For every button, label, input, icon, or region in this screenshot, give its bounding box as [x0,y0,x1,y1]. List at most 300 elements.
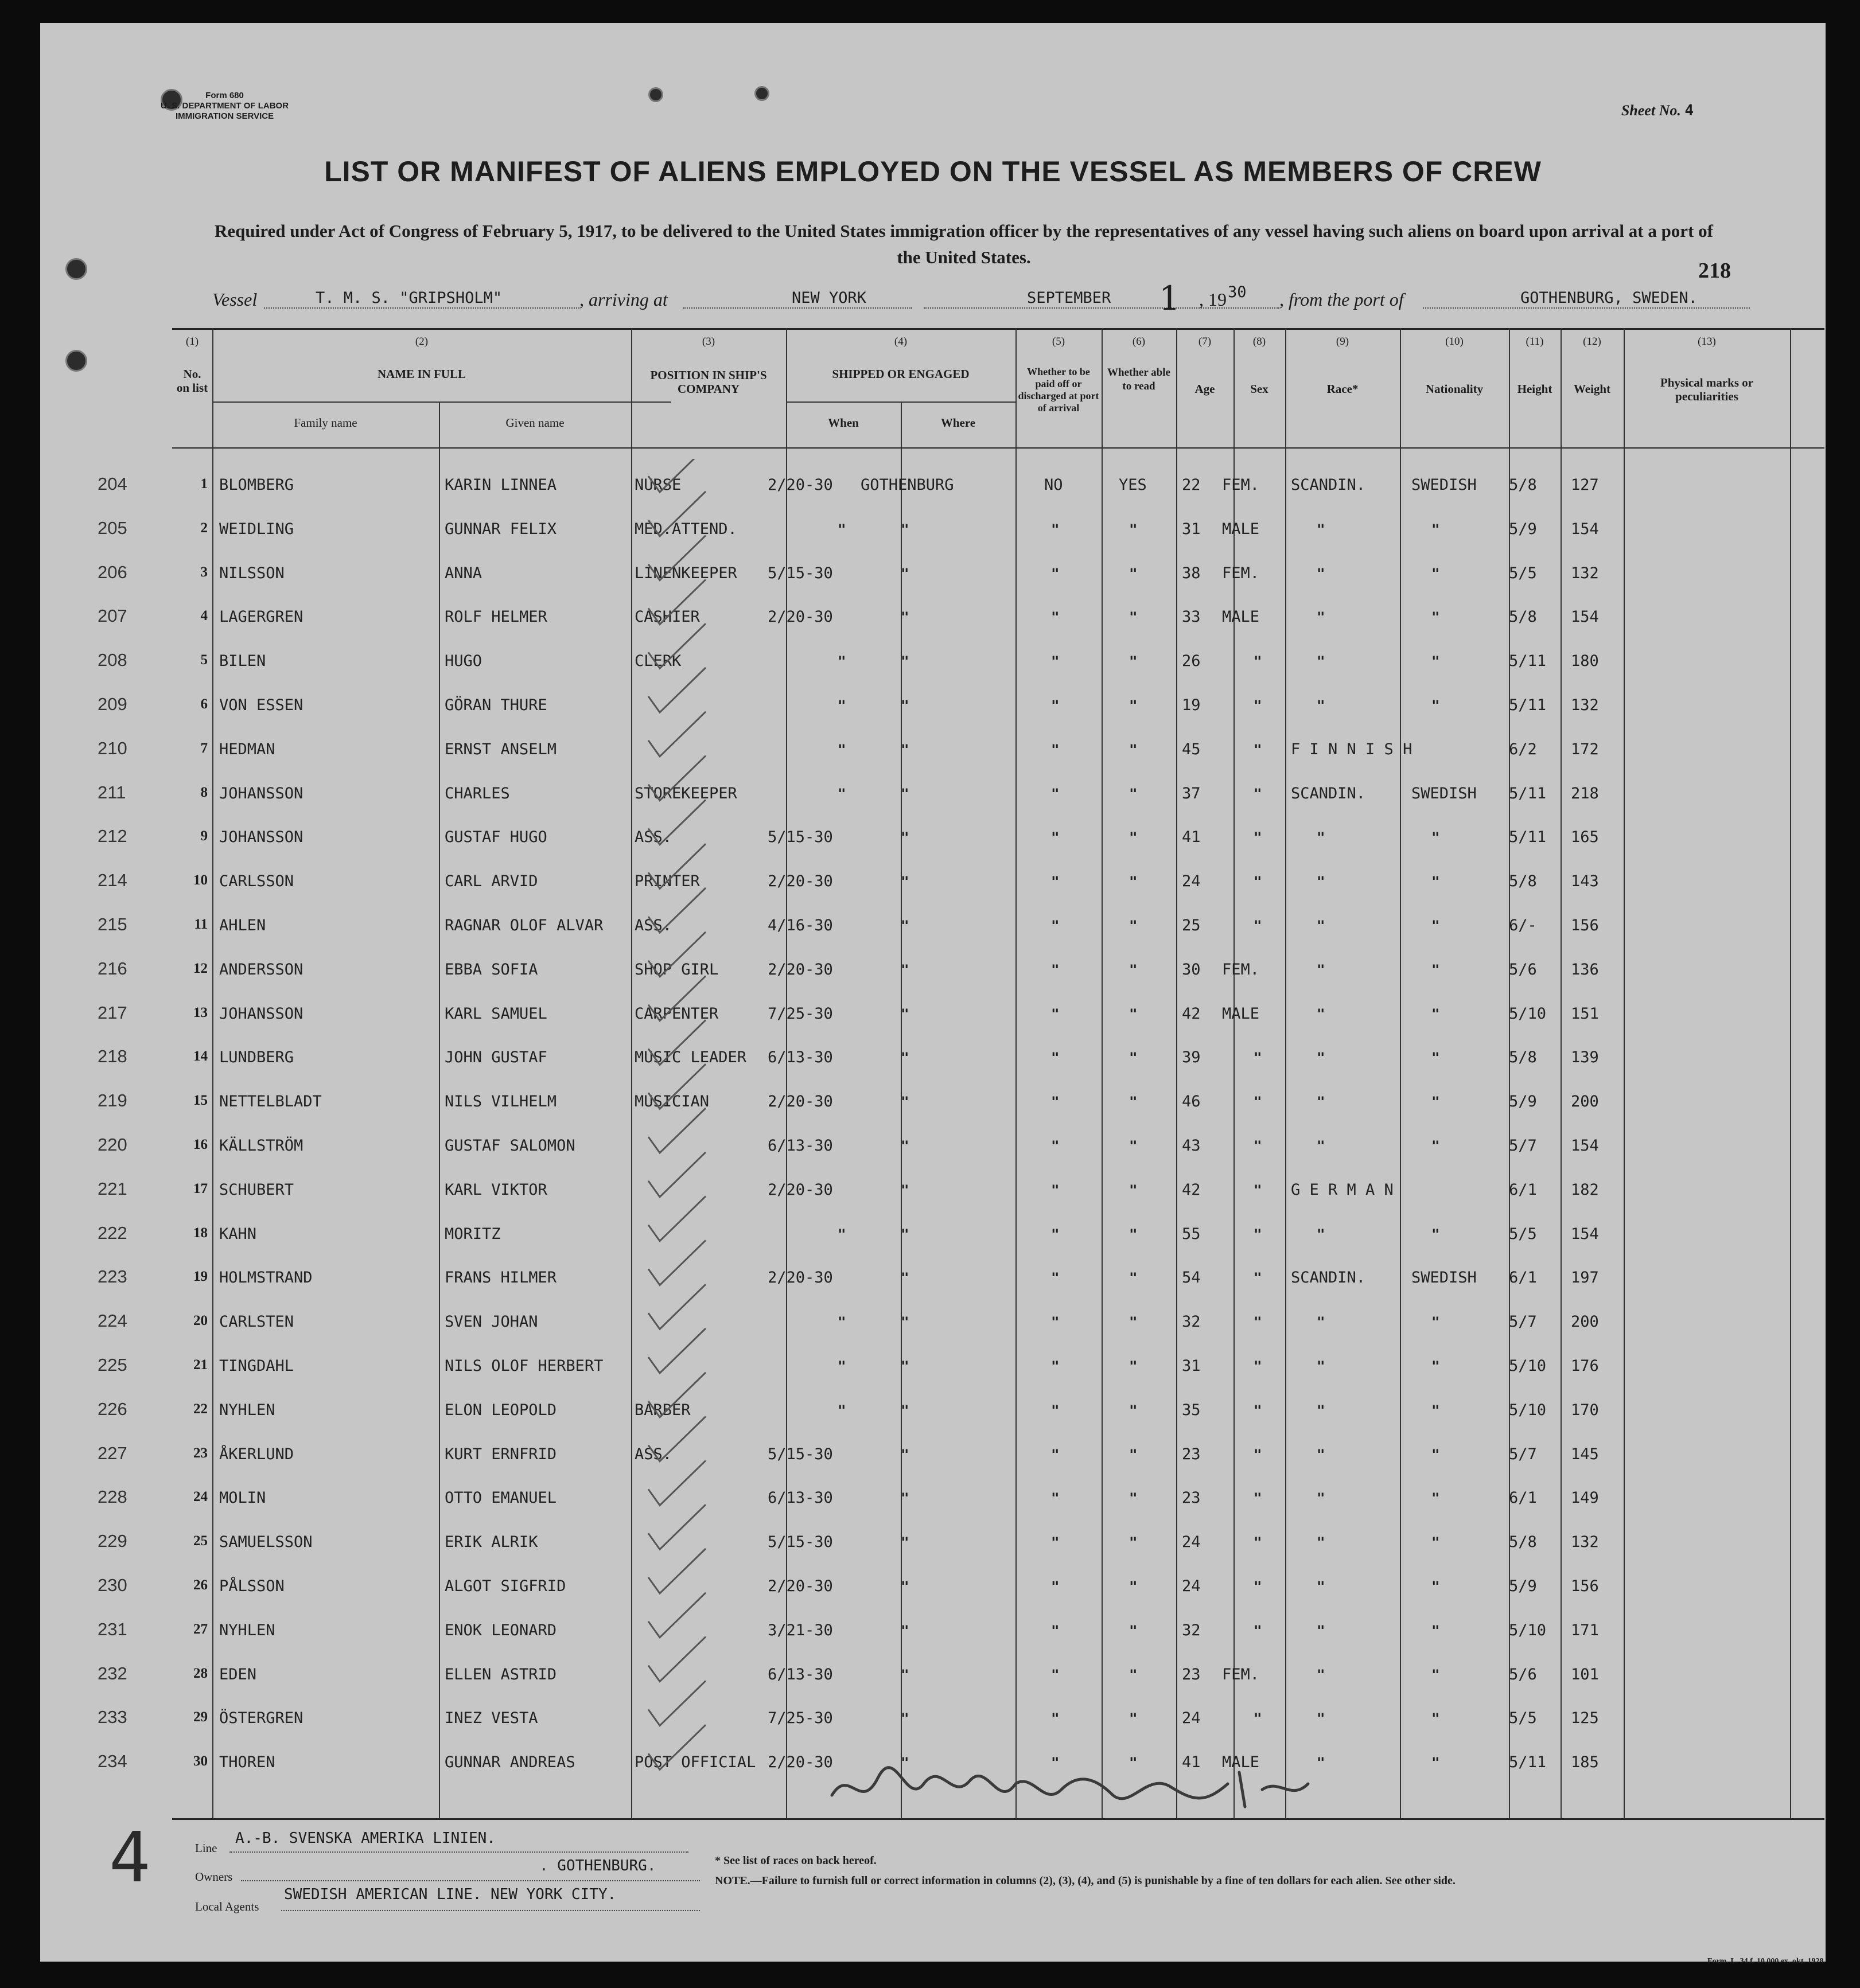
shipped-when-cell: 2/20-30 [768,872,833,891]
line-number-cell: 231 [98,1619,127,1639]
able-to-read-cell: YES [1119,476,1147,494]
ditto-mark: " [901,1182,909,1198]
column-rule [1176,328,1177,1818]
line-number-cell: 234 [98,1751,127,1772]
ditto-mark: " [1129,1005,1138,1022]
ditto-mark: " [1051,1446,1060,1463]
check-mark-icon [648,536,706,580]
ditto-mark: " [1051,1578,1060,1595]
arriving-label: , arriving at [579,289,668,310]
weight-cell: 197 [1571,1269,1599,1287]
ditto-mark: " [901,1314,909,1331]
ditto-mark: " [1051,1402,1060,1418]
ditto-mark: " [1129,697,1138,714]
column-number: (1) [185,336,199,348]
ditto-mark: " [1129,918,1138,934]
age-cell: 46 [1182,1093,1201,1111]
ditto-mark: " [838,653,846,670]
page-count: 218 [1698,259,1731,283]
given-name-cell: KARL VIKTOR [445,1180,547,1199]
column-number: (12) [1583,336,1601,348]
header-able-to-read: Whether able to read [1107,367,1170,392]
ditto-mark: " [1129,1358,1138,1374]
check-mark-icon [648,1196,706,1241]
age-cell: 24 [1182,1577,1201,1595]
weight-cell: 151 [1571,1004,1599,1023]
height-cell: 5/9 [1509,1093,1537,1111]
header-where: Where [940,416,976,430]
ditto-mark: " [901,609,909,626]
ditto-mark: " [838,1226,846,1242]
check-mark-icon [648,1284,706,1329]
ditto-mark: " [1129,874,1138,890]
weight-cell: 170 [1571,1401,1599,1419]
ditto-mark: " [1129,1138,1138,1154]
weight-cell: 127 [1571,476,1599,494]
ditto-mark: " [1051,1226,1060,1242]
ditto-mark: " [1431,1094,1440,1110]
shipped-when-cell: 6/13-30 [768,1048,833,1067]
ditto-mark: " [901,1534,909,1551]
age-cell: 25 [1182,917,1201,934]
check-mark-icon [648,1152,706,1197]
check-mark-icon [648,579,706,624]
height-cell: 5/11 [1509,1753,1547,1772]
shipped-when-cell: 2/20-30 [768,960,833,979]
family-name-cell: AHLEN [219,917,266,934]
ditto-mark: " [901,1402,909,1418]
shipped-where-cell: GOTHENBURG [861,476,954,494]
ditto-mark: " [1317,961,1325,978]
list-number-cell: 5 [200,652,208,668]
shipped-when-cell: 2/20-30 [768,1093,833,1111]
height-cell: 5/5 [1509,564,1537,582]
ditto-mark: " [1254,785,1262,802]
weight-cell: 143 [1571,872,1599,891]
age-cell: 39 [1182,1048,1201,1067]
ditto-mark: " [1431,697,1440,714]
shipped-when-cell: 2/20-30 [768,1269,833,1287]
family-name-cell: HEDMAN [219,740,275,758]
age-cell: 24 [1182,872,1201,891]
ditto-mark: " [1051,1622,1060,1639]
given-name-cell: GUNNAR ANDREAS [445,1753,575,1772]
table-top-rule [172,328,1824,330]
column-rule [631,328,632,1818]
ditto-mark: " [901,1226,909,1242]
height-cell: 5/10 [1509,1621,1547,1639]
ditto-mark: " [1254,1050,1262,1066]
family-name-cell: ÅKERLUND [219,1445,294,1463]
family-name-cell: MOLIN [219,1489,266,1507]
ditto-mark: " [1051,1138,1060,1154]
check-mark-icon [648,1064,706,1109]
shipped-when-cell: 3/21-30 [768,1621,833,1639]
age-cell: 37 [1182,784,1201,802]
check-mark-icon [648,932,706,977]
ditto-mark: " [1254,1182,1262,1198]
family-name-cell: VON ESSEN [219,696,303,714]
position-cell: CASHIER [635,608,700,626]
age-cell: 38 [1182,564,1201,582]
ditto-mark: " [1129,1402,1138,1418]
family-name-cell: EDEN [219,1665,257,1683]
checkmark-layer [643,459,826,1835]
height-cell: 6/- [1509,917,1537,934]
race-cell: SCANDIN. [1291,1269,1366,1287]
line-label: Line [195,1841,217,1855]
position-cell: BARBER [635,1401,691,1419]
ditto-mark: " [1129,785,1138,802]
ditto-mark: " [1051,1270,1060,1287]
form-number: Form 680 [205,91,244,100]
shipped-when-cell: 7/25-30 [768,1709,833,1728]
ditto-mark: " [1431,1710,1440,1727]
line-number-cell: 209 [98,694,127,714]
position-cell: STOREKEEPER [635,784,737,802]
position-cell: SHOP GIRL [635,960,719,979]
ditto-mark: " [1129,565,1138,582]
column-number: (10) [1445,336,1464,348]
given-name-cell: NILS OLOF HERBERT [445,1357,604,1375]
ditto-mark: " [901,521,909,537]
ditto-mark: " [1317,1138,1325,1154]
ditto-mark: " [901,697,909,714]
ditto-mark: " [838,741,846,758]
position-cell: ASS. [635,1445,672,1463]
sex-cell: FEM. [1222,960,1260,979]
list-number-cell: 18 [193,1225,208,1241]
given-name-cell: NILS VILHELM [445,1093,557,1111]
from-label: , from the port of [1279,289,1404,310]
punch-hole [65,350,87,372]
ditto-mark: " [1431,1534,1440,1551]
family-name-cell: KÄLLSTRÖM [219,1137,303,1155]
height-cell: 5/7 [1509,1137,1537,1155]
header-sex: Sex [1250,382,1268,396]
ditto-mark: " [1254,1534,1262,1551]
family-name-cell: CARLSSON [219,872,294,891]
given-name-cell: RAGNAR OLOF ALVAR [445,917,604,934]
height-cell: 6/1 [1509,1489,1537,1507]
header-physical-marks: Physical marks or peculiarities [1660,376,1754,403]
ditto-mark: " [1051,1490,1060,1507]
weight-cell: 180 [1571,652,1599,671]
family-name-cell: KAHN [219,1225,257,1243]
age-cell: 35 [1182,1401,1201,1419]
column-number: (6) [1132,336,1146,348]
ditto-mark: " [1129,1446,1138,1463]
family-name-cell: CARLSTEN [219,1313,294,1331]
given-name-cell: GUNNAR FELIX [445,520,557,538]
age-cell: 24 [1182,1709,1201,1728]
ditto-mark: " [1254,1402,1262,1418]
height-cell: 5/10 [1509,1401,1547,1419]
line-number-cell: 217 [98,1002,127,1023]
list-number-cell: 21 [193,1357,208,1373]
height-cell: 5/9 [1509,520,1537,538]
check-mark-icon [648,1681,706,1725]
age-cell: 33 [1182,608,1201,626]
ditto-mark: " [1431,653,1440,670]
ditto-mark: " [1129,1666,1138,1683]
vessel-label: Vessel [212,289,258,310]
list-number-cell: 12 [193,960,208,976]
position-cell: POST OFFICIAL [635,1753,756,1772]
given-name-cell: KARIN LINNEA [445,476,557,494]
weight-cell: 136 [1571,960,1599,979]
list-number-cell: 4 [200,608,208,624]
ditto-mark: " [1051,829,1060,846]
ditto-mark: " [1254,1226,1262,1242]
sheet-number-field [1621,102,1694,119]
race-cell: SCANDIN. [1291,784,1366,802]
column-number: (9) [1336,336,1349,348]
list-number-cell: 26 [193,1577,208,1593]
given-name-cell: HUGO [445,652,482,671]
ditto-mark: " [1051,1182,1060,1198]
given-name-cell: EBBA SOFIA [445,960,538,979]
check-mark-icon [648,1504,706,1549]
height-cell: 5/5 [1509,1709,1537,1728]
height-cell: 5/11 [1509,652,1547,671]
given-name-cell: ERNST ANSELM [445,740,557,758]
ditto-mark: " [1431,1226,1440,1242]
ditto-mark: " [901,1138,909,1154]
check-mark-icon [648,1725,706,1769]
ditto-mark: " [1129,1314,1138,1331]
list-number-cell: 10 [193,872,208,888]
ditto-mark: " [1051,961,1060,978]
list-number-cell: 7 [200,740,208,756]
weight-cell: 218 [1571,784,1599,802]
ditto-mark: " [901,741,909,758]
ditto-mark: " [1129,1534,1138,1551]
ditto-mark: " [1431,565,1440,582]
ditto-mark: " [1431,1314,1440,1331]
sex-cell: FEM. [1222,476,1260,494]
ditto-mark: " [1051,1358,1060,1374]
page-title: LIST OR MANIFEST OF ALIENS EMPLOYED ON THE VESSEL AS MEMBERS OF CREW [324,155,1542,188]
age-cell: 43 [1182,1137,1201,1155]
line-number-cell: 218 [98,1046,127,1067]
ditto-mark: " [1317,918,1325,934]
given-name-cell: ERIK ALRIK [445,1533,538,1552]
ditto-mark: " [1051,741,1060,758]
height-cell: 5/6 [1509,1665,1537,1683]
ditto-mark: " [1051,609,1060,626]
line-number-cell: 221 [98,1178,127,1199]
ditto-mark: " [838,521,846,537]
ditto-mark: " [1317,1622,1325,1639]
height-cell: 6/2 [1509,740,1537,758]
check-mark-icon [648,1460,706,1505]
list-number-cell: 28 [193,1665,208,1681]
ditto-mark: " [1129,1755,1138,1771]
column-rule [1233,328,1235,1818]
position-cell: ASS. [635,917,672,934]
ditto-mark: " [1431,1005,1440,1022]
family-name-cell: JOHANSSON [219,828,303,847]
family-name-cell: THOREN [219,1753,275,1772]
position-cell: CARPENTER [635,1004,719,1023]
ditto-mark: " [1254,1578,1262,1595]
header-race: Race* [1326,382,1359,396]
sex-cell: MALE [1222,608,1260,626]
ditto-mark: " [1254,697,1262,714]
list-number-cell: 6 [200,696,208,712]
ditto-mark: " [1431,1358,1440,1374]
punch-hole [648,87,663,102]
line-number-cell: 232 [98,1663,127,1683]
column-number: (5) [1052,336,1065,348]
column-number: (8) [1252,336,1266,348]
check-mark-icon [648,712,706,757]
check-mark-icon [648,1108,706,1153]
line-number-cell: 211 [98,782,126,802]
ditto-mark: " [1254,1314,1262,1331]
ditto-mark: " [1051,918,1060,934]
ditto-mark: " [901,1490,909,1507]
height-cell: 5/11 [1509,784,1547,802]
given-name-cell: FRANS HILMER [445,1269,557,1287]
given-name-cell: KURT ERNFRID [445,1445,557,1463]
position-cell: CLERK [635,652,682,671]
position-cell: MUSIC LEADER [635,1048,747,1067]
ditto-mark: " [1431,1490,1440,1507]
check-mark-icon [648,1417,706,1461]
sex-cell: MALE [1222,1753,1260,1772]
family-name-cell: NYHLEN [219,1621,275,1639]
ditto-mark: " [1431,1050,1440,1066]
weight-cell: 154 [1571,1137,1599,1155]
ditto-mark: " [1254,1138,1262,1154]
family-name-cell: JOHANSSON [219,1004,303,1023]
ditto-mark: " [838,1358,846,1374]
check-mark-icon [648,1328,706,1373]
ditto-mark: " [1254,918,1262,934]
footnote-note: NOTE.—Failure to furnish full or correct information in columns (2), (3), (4), and (5) is punishable by a fine of ten dollars for each alien. See other side. [715,1874,1456,1887]
ditto-mark: " [1317,1534,1325,1551]
header-nationality: Nationality [1425,382,1484,396]
ditto-mark: " [1254,1094,1262,1110]
department-name: U. S. DEPARTMENT OF LABOR [161,101,289,111]
age-cell: 24 [1182,1533,1201,1552]
ditto-mark: " [1431,1578,1440,1595]
list-number-cell: 27 [193,1621,208,1637]
header-weight: Weight [1573,382,1611,396]
family-name-cell: PÅLSSON [219,1577,285,1595]
ditto-mark: " [1051,785,1060,802]
position-cell: MED.ATTEND. [635,520,737,538]
shipped-when-cell: 2/20-30 [768,608,833,626]
vessel-name: T. M. S. "GRIPSHOLM" [316,289,503,307]
family-name-cell: TINGDAHL [219,1357,294,1375]
weight-cell: 171 [1571,1621,1599,1639]
ditto-mark: " [901,1755,909,1771]
ditto-mark: " [1129,1578,1138,1595]
line-value: A.-B. SVENSKA AMERIKA LINIEN. [235,1830,496,1847]
list-number-cell: 11 [194,917,208,932]
weight-cell: 156 [1571,917,1599,934]
age-cell: 54 [1182,1269,1201,1287]
ditto-mark: " [1129,1490,1138,1507]
line-number-cell: 208 [98,650,127,671]
name-subheader-rule [212,402,671,403]
column-number: (13) [1698,336,1716,348]
line-number-cell: 229 [98,1531,127,1552]
line-number-cell: 227 [98,1443,127,1463]
owners-value: . GOTHENBURG. [539,1857,656,1874]
age-cell: 23 [1182,1445,1201,1463]
list-number-cell: 15 [193,1093,208,1109]
ditto-mark: " [1254,1622,1262,1639]
ditto-mark: " [1317,609,1325,626]
age-cell: 55 [1182,1225,1201,1243]
footnote-races: * See list of races on back hereof. [715,1854,877,1867]
height-cell: 5/9 [1509,1577,1537,1595]
year-suffix: 30 [1228,283,1247,301]
family-name-cell: NETTELBLADT [219,1093,322,1111]
height-cell: 6/1 [1509,1180,1537,1199]
departure-port: GOTHENBURG, SWEDEN. [1520,289,1698,307]
family-name-cell: BLOMBERG [219,476,294,494]
shipped-when-cell: 2/20-30 [768,1180,833,1199]
height-cell: 5/8 [1509,476,1537,494]
ditto-mark: " [838,1314,846,1331]
ditto-mark: " [1317,829,1325,846]
ditto-mark: " [1317,874,1325,890]
ditto-mark: " [1051,1094,1060,1110]
list-number-cell: 30 [193,1753,208,1769]
position-cell: NURSE [635,476,682,494]
line-number-cell: 225 [98,1355,127,1375]
weight-cell: 165 [1571,828,1599,847]
given-name-cell: GUSTAF HUGO [445,828,547,847]
ditto-mark: " [1317,1446,1325,1463]
ditto-mark: " [901,565,909,582]
list-number-cell: 3 [200,564,208,580]
ditto-mark: " [1254,1446,1262,1463]
ditto-mark: " [901,1666,909,1683]
ditto-mark: " [1317,1755,1325,1771]
line-number-cell: 224 [98,1311,127,1331]
weight-cell: 200 [1571,1093,1599,1111]
check-mark-icon [648,800,706,844]
weight-cell: 154 [1571,608,1599,626]
owners-label: Owners [195,1870,233,1884]
ditto-mark: " [1129,521,1138,537]
ditto-mark: " [1051,1534,1060,1551]
column-rule [1285,328,1286,1818]
position-cell: LINENKEEPER [635,564,737,582]
height-cell: 5/5 [1509,1225,1537,1243]
ditto-mark: " [1254,653,1262,670]
weight-cell: 139 [1571,1048,1599,1067]
check-mark-icon [648,1549,706,1593]
ditto-mark: " [1254,1490,1262,1507]
list-number-cell: 14 [193,1048,208,1065]
ditto-mark: " [1431,1446,1440,1463]
height-cell: 5/7 [1509,1445,1537,1463]
race-cell: F I N N I S H [1291,740,1412,758]
page-mark: 4 [109,1818,151,1898]
nationality-cell: SWEDISH [1411,1269,1477,1287]
check-mark-icon [648,492,706,536]
ditto-mark: " [1129,741,1138,758]
race-cell: G E R M A N [1291,1180,1394,1199]
line-number-cell: 223 [98,1266,127,1287]
